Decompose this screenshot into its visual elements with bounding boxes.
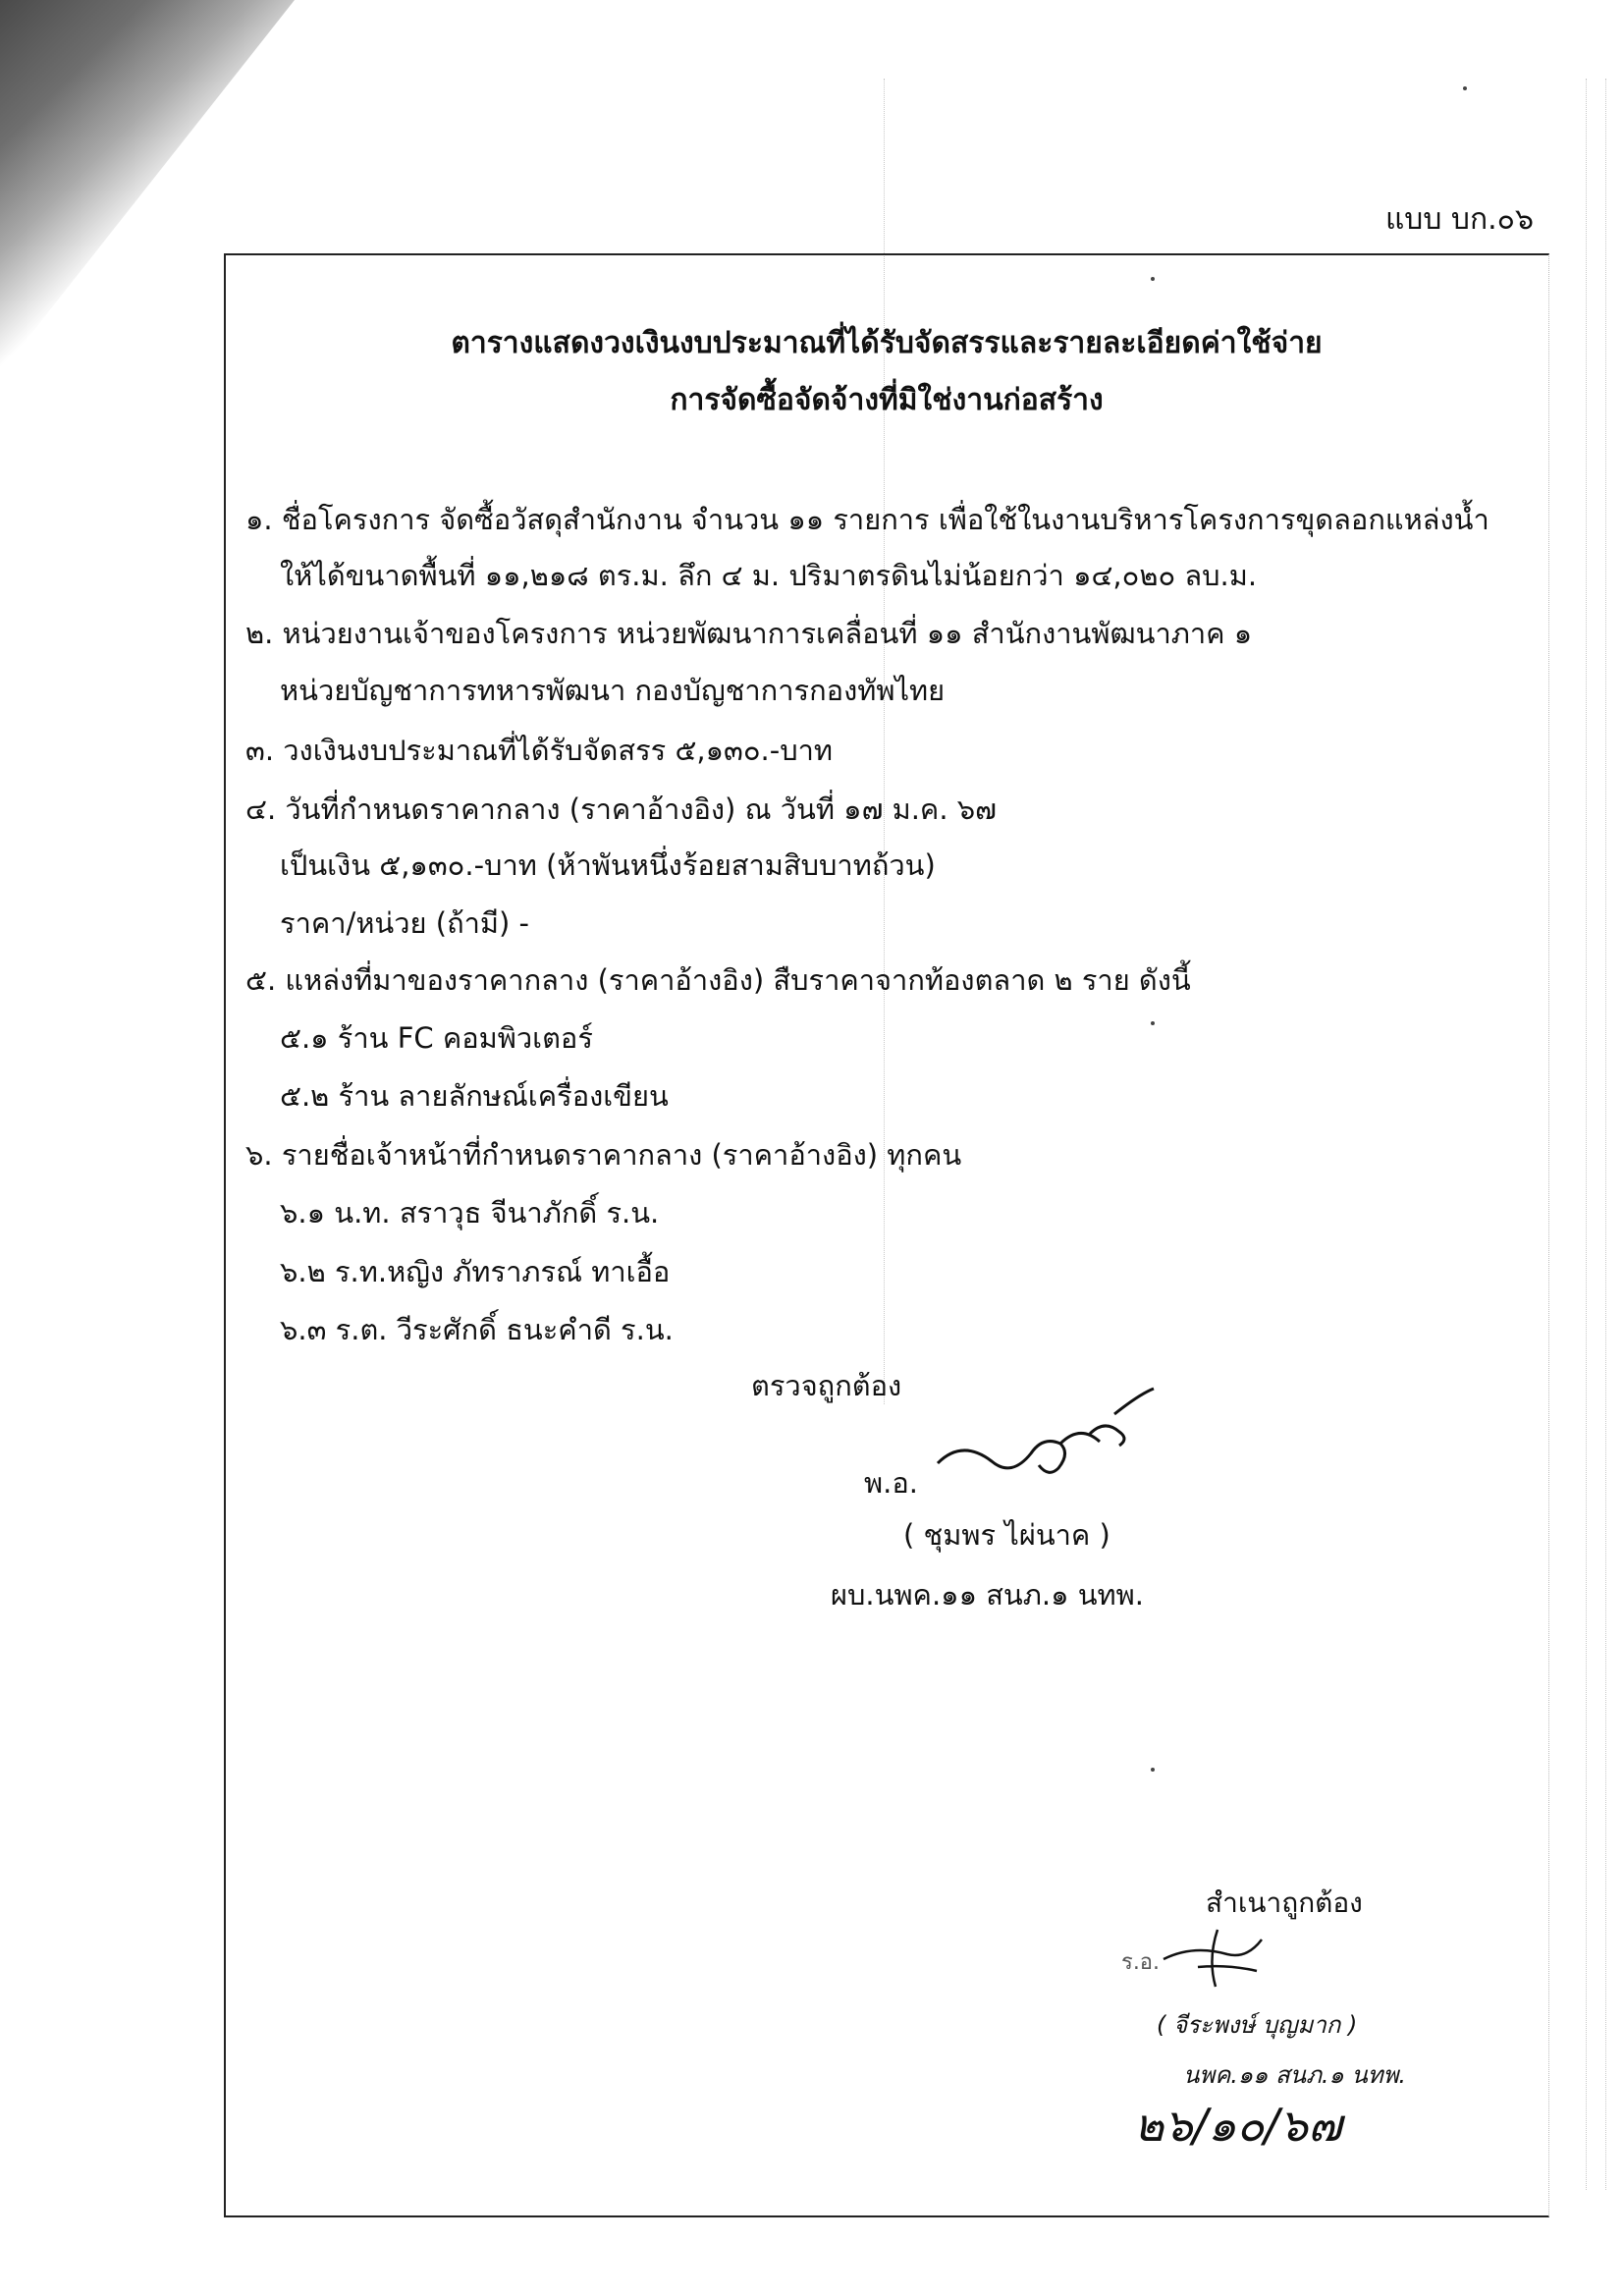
item-6-1-official: ๖.๑ น.ท. สราวุธ จีนาภักดิ์ ร.น.: [280, 1196, 660, 1230]
item-4-amount: เป็นเงิน ๕,๑๓๐.-บาท (ห้าพันหนึ่งร้อยสามสิบบาทถ้วน): [280, 848, 936, 882]
item-4-reference-date: ๔. วันที่กำหนดราคากลาง (ราคาอ้างอิง) ณ วันที่ ๑๗ ม.ค. ๖๗: [245, 793, 997, 826]
scan-artifact-line: [1605, 79, 1606, 2190]
certified-copy-date: ๒๖/๑๐/๖๗: [1134, 2099, 1342, 2152]
document-title-line2: การจัดซื้อจัดจ้างที่มิใช่งานก่อสร้าง: [670, 383, 1104, 417]
item-1-project-detail: ให้ได้ขนาดพื้นที่ ๑๑,๒๑๘ ตร.ม. ลึก ๔ ม. ปริมาตรดินไม่น้อยกว่า ๑๔,๐๒๐ ลบ.ม.: [280, 559, 1258, 592]
item-6-officials: ๖. รายชื่อเจ้าหน้าที่กำหนดราคากลาง (ราคาอ้างอิง) ทุกคน: [245, 1138, 962, 1172]
certified-copy-name: ( จีระพงษ์ บุญมาก ): [1157, 2011, 1358, 2039]
signer-name: ( ชุมพร ไผ่นาค ): [903, 1518, 1110, 1552]
item-2-project-owner-cont: หน่วยบัญชาการทหารพัฒนา กองบัญชาการกองทัพไทย: [280, 674, 946, 707]
scan-artifact-line: [1586, 79, 1587, 2190]
form-code: แบบ บก.๐๖: [1384, 202, 1534, 237]
item-3-budget: ๓. วงเงินงบประมาณที่ได้รับจัดสรร ๕,๑๓๐.-บาท: [245, 734, 834, 767]
certified-copy-position: นพค.๑๑ สนภ.๑ นทพ.: [1183, 2061, 1407, 2089]
item-2-project-owner: ๒. หน่วยงานเจ้าของโครงการ หน่วยพัฒนาการเคลื่อนที่ ๑๑ สำนักงานพัฒนาภาค ๑: [245, 617, 1253, 650]
item-5-1-shop: ๕.๑ ร้าน FC คอมพิวเตอร์: [280, 1021, 593, 1055]
verified-label: ตรวจถูกต้อง: [751, 1369, 902, 1402]
document-title-line1: ตารางแสดงวงเงินงบประมาณที่ได้รับจัดสรรและรายละเอียดค่าใช้จ่าย: [451, 326, 1323, 360]
item-6-2-official: ๖.๒ ร.ท.หญิง ภัทราภรณ์ ทาเอื้อ: [280, 1255, 671, 1288]
certified-copy-signature: [1159, 1920, 1267, 1989]
item-1-project-name: ๑. ชื่อโครงการ จัดซื้อวัสดุสำนักงาน จำนวน ๑๑ รายการ เพื่อใช้ในงานบริหารโครงการขุดลอกแหล่งน้ำ: [245, 503, 1489, 536]
signer-position: ผบ.นพค.๑๑ สนภ.๑ นทพ.: [831, 1578, 1144, 1612]
certified-copy-rank: ร.อ.: [1121, 1950, 1161, 1975]
handwritten-signature: [933, 1385, 1159, 1493]
signer-rank: พ.อ.: [864, 1466, 918, 1500]
certified-copy-label: สำเนาถูกต้อง: [1206, 1886, 1363, 1919]
item-5-2-shop: ๕.๒ ร้าน ลายลักษณ์เครื่องเขียน: [280, 1079, 669, 1113]
item-4-unit-price: ราคา/หน่วย (ถ้ามี) -: [280, 906, 530, 940]
item-5-price-source: ๕. แหล่งที่มาของราคากลาง (ราคาอ้างอิง) สืบราคาจากท้องตลาด ๒ ราย ดังนี้: [245, 963, 1191, 997]
scan-speck: [1463, 86, 1467, 90]
item-6-3-official: ๖.๓ ร.ต. วีระศักดิ์ ธนะคำดี ร.น.: [280, 1313, 674, 1346]
